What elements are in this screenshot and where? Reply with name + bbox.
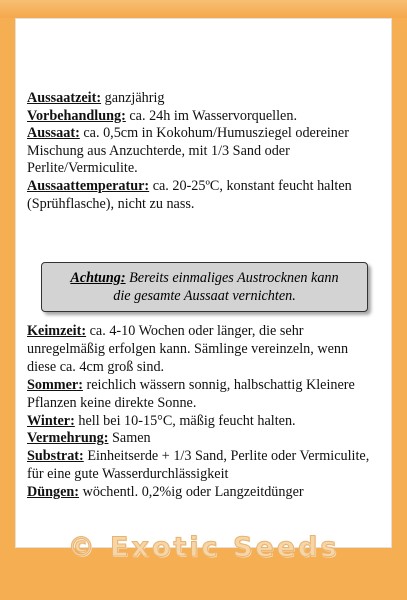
section-text: ca. 24h im Wasservorquellen. [125, 107, 297, 124]
section-text: wöchentl. 0,2%ig oder Langzeitdünger [79, 484, 304, 501]
section-text: Einheitserde + 1/3 Sand, Perlite oder Vermiculite, für eine gute Wasserdurchlässigkeit [27, 448, 370, 483]
warning-text-2: die gesamte Aussaat vernichten. [113, 288, 296, 304]
section-winter [27, 413, 377, 431]
section-label: Sommer: [27, 376, 83, 393]
top-border [0, 0, 407, 18]
section-label: Aussaatzeit: [27, 90, 102, 106]
section-text: ganzjährig [101, 90, 165, 106]
section-label: Substrat: [27, 448, 84, 465]
section-text: ca. 0,5cm in Kokohum/Humusziegel odereiner Mischung aus Anzuchterde, mit 1/3 Sand oder Perlite/Vermiculite. [27, 125, 349, 177]
section-text: reichlich wässern sonnig, halbschattig Kleinere Pflanzen keine direkte Sonne. [27, 376, 355, 411]
copyright-watermark: © Exotic Seeds [67, 532, 340, 563]
section-duengen [27, 484, 377, 502]
warning-box [41, 262, 368, 312]
section-aussaat [27, 125, 377, 178]
section-aussaattemperatur [27, 178, 377, 213]
section-label: Düngen: [27, 484, 80, 501]
warning-line-1 [42, 269, 367, 287]
section-text: Samen [108, 430, 151, 447]
section-vermehrung [27, 430, 377, 448]
warning-text-1: Bereits einmaliges Austrocknen kann [125, 270, 339, 286]
section-text: ca. 20-25ºC, konstant feucht halten (Sprühflasche), nicht zu nass. [27, 177, 352, 212]
section-aussaatzeit [27, 90, 377, 108]
instructions-bottom [27, 323, 377, 502]
section-vorbehandlung [27, 108, 377, 126]
section-sommer [27, 377, 377, 413]
section-keimzeit [27, 323, 377, 377]
section-label: Aussaat: [27, 125, 80, 142]
section-text: ca. 4-10 Wochen oder länger, die sehr unregelmäßig erfolgen kann. Sämlinge vereinzeln, wenn diese ca. 4cm groß sind. [27, 323, 349, 375]
section-label: Winter: [27, 412, 75, 429]
section-substrat [27, 448, 377, 484]
section-text: hell bei 10-15°C, mäßig feucht halten. [74, 412, 296, 429]
instructions-top [27, 90, 377, 213]
section-label: Keimzeit: [27, 323, 87, 339]
section-label: Vermehrung: [27, 430, 109, 447]
warning-label: Achtung: [70, 270, 126, 286]
section-label: Aussaattemperatur: [27, 177, 150, 194]
section-label: Vorbehandlung: [27, 107, 126, 124]
